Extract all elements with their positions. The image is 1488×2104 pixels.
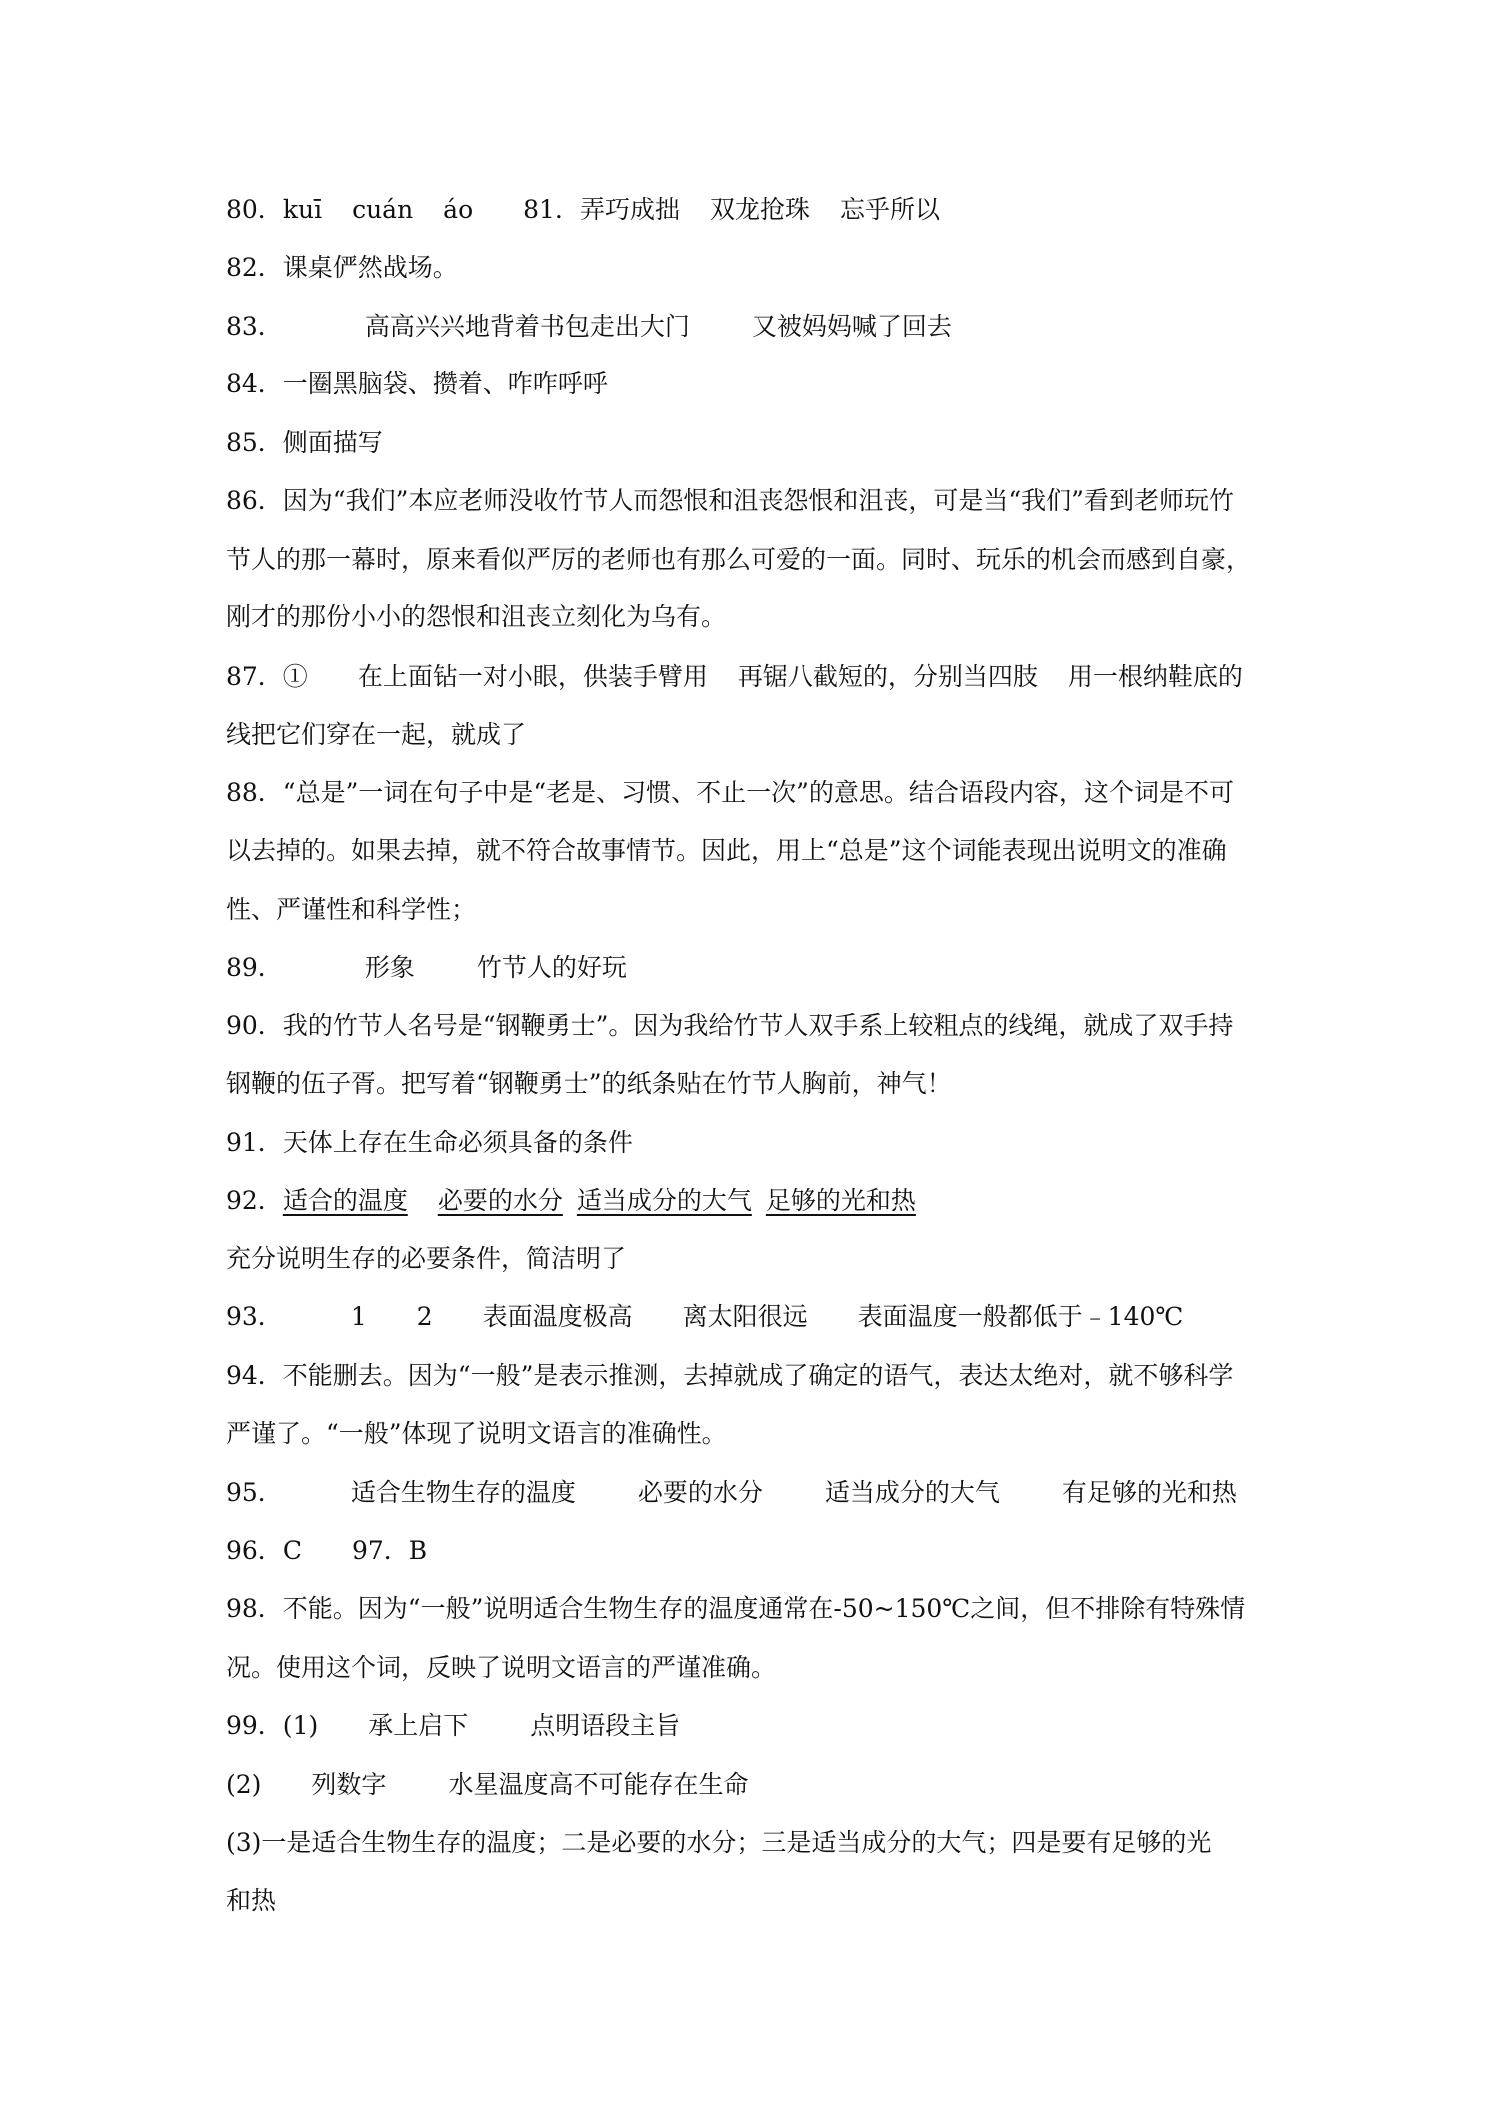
q87-blank-1: 在上面钻一对小眼，供装手臂用	[357, 662, 708, 691]
q87-number: 87．①	[226, 662, 308, 691]
answer-99-part-1	[226, 1709, 1266, 1743]
answer-87-line-1	[226, 660, 1266, 694]
answer-90-line-1: 90．我的竹节人名号是“钢鞭勇士”。因为我给竹节人双手系上较粗点的线绳，就成了双手持	[226, 1011, 1234, 1040]
answer-99-part-3-line-1: (3)一是适合生物生存的温度；二是必要的水分；三是适当成分的大气；四是要有足够的光	[226, 1828, 1212, 1857]
answer-92-line-2: 充分说明生存的必要条件，简洁明了	[226, 1244, 627, 1273]
answer-91: 91．天体上存在生命必须具备的条件	[226, 1128, 633, 1157]
q81-number: 81．	[523, 195, 580, 224]
q99-part2-blank-1: 列数字	[311, 1770, 387, 1799]
q95-blank-1: 适合生物生存的温度	[350, 1478, 576, 1507]
q95-blank-2: 必要的水分	[637, 1478, 763, 1507]
answer-88-line-3: 性、严谨性和科学性；	[226, 895, 477, 924]
q95-number: 95．	[226, 1478, 283, 1507]
answer-80-81	[226, 193, 1266, 227]
answer-84: 84．一圈黑脑袋、攒着、咋咋呼呼	[226, 369, 608, 398]
q83-blank-1: 高高兴兴地背着书包走出大门	[364, 312, 690, 341]
q92-underlined-1: 适合的温度	[282, 1186, 408, 1215]
q93-number: 93．	[226, 1302, 283, 1331]
q83-number: 83．	[226, 312, 283, 341]
q81-idiom-3: 忘乎所以	[839, 195, 940, 224]
q95-blank-4: 有足够的光和热	[1061, 1478, 1237, 1507]
q99-number: 99．(1)	[226, 1711, 319, 1740]
answer-93	[226, 1300, 1266, 1334]
q83-blank-2: 又被妈妈喊了回去	[751, 312, 952, 341]
answer-99-part-2	[226, 1768, 1266, 1802]
q92-underlined-4: 足够的光和热	[765, 1186, 916, 1215]
answer-98-line-2: 况。使用这个词，反映了说明文语言的严谨准确。	[226, 1653, 777, 1682]
answer-88-line-2: 以去掉的。如果去掉，就不符合故事情节。因此，用上“总是”这个词能表现出说明文的准确	[226, 836, 1227, 865]
answer-90-line-2: 钢鞭的伍子胥。把写着“钢鞭勇士”的纸条贴在竹节人胸前，神气！	[226, 1069, 952, 1098]
answer-94-line-2: 严谨了。“一般”体现了说明文语言的准确性。	[226, 1419, 727, 1448]
q87-blank-3: 用一根纳鞋底的	[1067, 662, 1243, 691]
answer-82: 82．课桌俨然战场。	[226, 253, 458, 282]
q80-number: 80．	[226, 195, 283, 224]
q93-blank-4: 离太阳很远	[682, 1302, 808, 1331]
q93-blank-1: 1	[350, 1302, 367, 1331]
q96-number: 96．	[226, 1536, 283, 1565]
q89-blank-1: 形象	[364, 953, 415, 982]
q89-number: 89．	[226, 953, 283, 982]
q99-blank-1: 承上启下	[368, 1711, 469, 1740]
q93-blank-2: 2	[416, 1302, 433, 1331]
answer-89	[226, 951, 1266, 985]
q81-idiom-1: 弄巧成拙	[579, 195, 680, 224]
q93-blank-3: 表面温度极高	[482, 1302, 633, 1331]
q92-underlined-2: 必要的水分	[437, 1186, 563, 1215]
q97-number: 97．	[351, 1536, 409, 1565]
q80-pinyin-2: cuán	[352, 195, 414, 224]
answer-86-line-2: 节人的那一幕时，原来看似严厉的老师也有那么可爱的一面。同时、玩乐的机会而感到自豪，	[226, 545, 1252, 574]
answer-83	[226, 310, 1266, 344]
q89-blank-2: 竹节人的好玩	[476, 953, 627, 982]
answer-95	[226, 1476, 1266, 1510]
q87-blank-2: 再锯八截短的，分别当四肢	[737, 662, 1038, 691]
q99-part2-blank-2: 水星温度高不可能存在生命	[448, 1770, 749, 1799]
answer-86-line-3: 刚才的那份小小的怨恨和沮丧立刻化为乌有。	[226, 602, 727, 631]
q92-underlined-3: 适当成分的大气	[576, 1186, 752, 1215]
answer-96-97	[226, 1534, 1266, 1568]
answer-87-line-2: 线把它们穿在一起，就成了	[226, 720, 527, 749]
answer-92-line-1	[226, 1184, 1266, 1218]
answer-88-line-1: 88．“总是”一词在句子中是“老是、习惯、不止一次”的意思。结合语段内容，这个词是不可	[226, 778, 1234, 807]
q81-idiom-2: 双龙抢珠	[709, 195, 810, 224]
q99-blank-2: 点明语段主旨	[530, 1711, 681, 1740]
q96-choice: C	[282, 1536, 302, 1565]
q80-pinyin-3: áo	[443, 195, 474, 224]
q95-blank-3: 适当成分的大气	[824, 1478, 1000, 1507]
answer-85: 85．侧面描写	[226, 428, 383, 457]
answer-86-line-1: 86．因为“我们”本应老师没收竹节人而怨恨和沮丧怨恨和沮丧，可是当“我们”看到老师玩竹	[226, 486, 1234, 515]
q80-pinyin-1: kuī	[282, 195, 323, 224]
q93-blank-5: 表面温度一般都低于﹣140℃	[857, 1302, 1184, 1331]
answer-98-line-1: 98．不能。因为“一般”说明适合生物生存的温度通常在-50~150℃之间，但不排除有特殊情	[226, 1594, 1246, 1623]
q99-part2-number: (2)	[226, 1770, 262, 1799]
answer-99-part-3-line-2: 和热	[226, 1886, 277, 1915]
answer-94-line-1: 94．不能删去。因为“一般”是表示推测，去掉就成了确定的语气，表达太绝对，就不够科学	[226, 1361, 1234, 1390]
q97-choice: B	[408, 1536, 428, 1565]
q92-number: 92．	[226, 1186, 283, 1215]
